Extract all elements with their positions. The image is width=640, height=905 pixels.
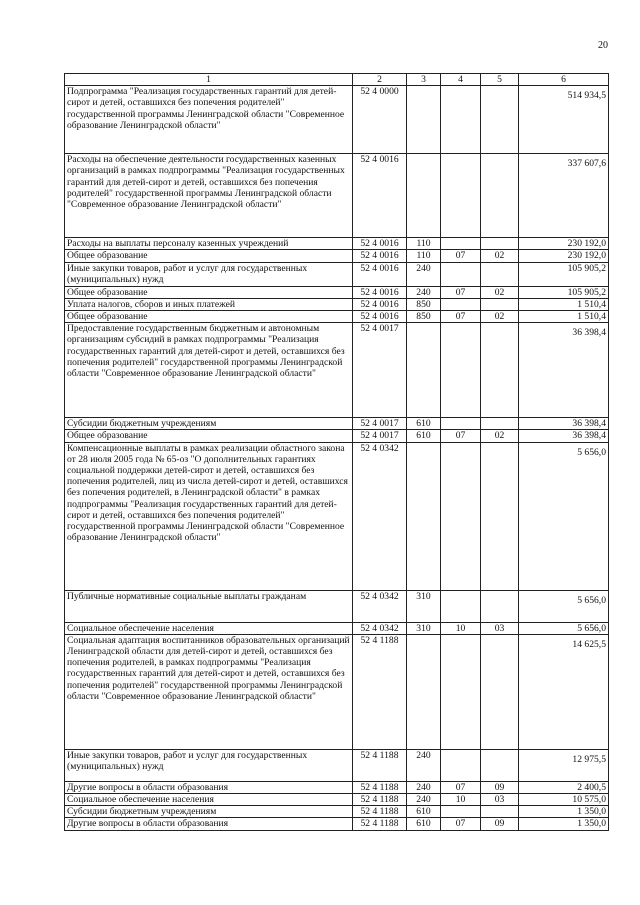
cell-vr: 240 — [407, 262, 441, 286]
cell-pr: 02 — [481, 430, 519, 442]
cell-sum: 1 510,4 — [519, 298, 609, 310]
cell-rz: 07 — [441, 311, 481, 323]
cell-rz: 07 — [441, 818, 481, 830]
cell-name: Субсидии бюджетным учреждениям — [65, 418, 353, 430]
cell-code: 52 4 0016 — [353, 286, 407, 298]
cell-code: 52 4 0017 — [353, 430, 407, 442]
cell-rz — [441, 262, 481, 286]
table-row — [65, 590, 609, 622]
cell-pr — [481, 634, 519, 749]
cell-sum: 5 656,0 — [519, 442, 609, 590]
cell-pr — [481, 154, 519, 238]
cell-name: Социальное обеспечение населения — [65, 622, 353, 634]
cell-sum: 14 625,5 — [519, 634, 609, 749]
cell-sum: 105 905,2 — [519, 262, 609, 286]
cell-vr: 850 — [407, 298, 441, 310]
cell-name: Публичные нормативные социальные выплаты гражданам — [65, 590, 353, 622]
cell-pr — [481, 442, 519, 590]
cell-vr — [407, 154, 441, 238]
cell-name: Предоставление государственным бюджетным и автономным организациям субсидий в рамках подпрограммы "Реализация государственных гарантий для детей-сирот и детей, оставшихся без попечения родителей" государственной программы Ленинградской области "Современное образование Ленинградской области" — [65, 323, 353, 418]
cell-rz — [441, 806, 481, 818]
cell-rz — [441, 442, 481, 590]
cell-name: Социальное обеспечение населения — [65, 794, 353, 806]
cell-rz: 07 — [441, 250, 481, 262]
cell-code: 52 4 0016 — [353, 154, 407, 238]
cell-sum: 230 192,0 — [519, 250, 609, 262]
cell-sum: 5 656,0 — [519, 590, 609, 622]
cell-vr: 240 — [407, 286, 441, 298]
cell-vr — [407, 634, 441, 749]
cell-rz: 07 — [441, 286, 481, 298]
table-row — [65, 442, 609, 590]
cell-vr: 610 — [407, 430, 441, 442]
cell-code: 52 4 1188 — [353, 806, 407, 818]
header-cell: 1 — [65, 74, 353, 86]
cell-pr — [481, 806, 519, 818]
cell-pr: 03 — [481, 794, 519, 806]
cell-pr — [481, 238, 519, 250]
cell-code: 52 4 0342 — [353, 590, 407, 622]
cell-vr: 240 — [407, 781, 441, 793]
cell-pr: 09 — [481, 781, 519, 793]
cell-code: 52 4 0016 — [353, 238, 407, 250]
cell-vr: 610 — [407, 806, 441, 818]
table-row — [65, 634, 609, 749]
cell-rz: 07 — [441, 430, 481, 442]
cell-code: 52 4 0342 — [353, 442, 407, 590]
table-row — [65, 781, 609, 793]
table-row — [65, 749, 609, 781]
cell-name: Общее образование — [65, 311, 353, 323]
cell-vr: 240 — [407, 749, 441, 781]
cell-vr: 850 — [407, 311, 441, 323]
table-row — [65, 262, 609, 286]
cell-pr — [481, 298, 519, 310]
cell-name: Другие вопросы в области образования — [65, 818, 353, 830]
page-number: 20 — [598, 40, 608, 51]
cell-name: Субсидии бюджетным учреждениям — [65, 806, 353, 818]
cell-code: 52 4 0016 — [353, 262, 407, 286]
cell-rz: 10 — [441, 794, 481, 806]
cell-sum: 1 350,0 — [519, 806, 609, 818]
cell-rz — [441, 154, 481, 238]
cell-code: 52 4 0017 — [353, 418, 407, 430]
cell-pr — [481, 262, 519, 286]
cell-pr — [481, 323, 519, 418]
cell-code: 52 4 0000 — [353, 86, 407, 154]
cell-rz — [441, 418, 481, 430]
cell-pr: 03 — [481, 622, 519, 634]
cell-sum: 36 398,4 — [519, 323, 609, 418]
cell-name: Иные закупки товаров, работ и услуг для государственных (муниципальных) нужд — [65, 749, 353, 781]
cell-vr — [407, 323, 441, 418]
cell-code: 52 4 1188 — [353, 749, 407, 781]
cell-vr: 240 — [407, 794, 441, 806]
table-row — [65, 238, 609, 250]
cell-name: Подпрограмма "Реализация государственных гарантий для детей-сирот и детей, оставшихся без попечения родителей" государственной программы Ленинградской области "Современное образование Ленинградской области" — [65, 86, 353, 154]
header-row — [65, 74, 609, 86]
cell-rz — [441, 323, 481, 418]
cell-name: Расходы на обеспечение деятельности государственных казенных организаций в рамках подпрограммы "Реализация государственных гарантий для детей-сирот и детей, оставшихся без попечения родителей" государственной программы Ленинградской области "Современное образование Ленинградской области" — [65, 154, 353, 238]
cell-name: Социальная адаптация воспитанников образовательных организаций Ленинградской области для детей-сирот и детей, оставшихся без попечения родителей, в рамках подпрограммы "Реализация государственных гарантий для детей-сирот и детей, оставшихся без попечения родителей" государственной программы Ленинградской области "Современное образование Ленинградской области" — [65, 634, 353, 749]
cell-sum: 5 656,0 — [519, 622, 609, 634]
table-row — [65, 286, 609, 298]
header-cell: 6 — [519, 74, 609, 86]
cell-name: Общее образование — [65, 286, 353, 298]
cell-sum: 36 398,4 — [519, 430, 609, 442]
cell-sum: 514 934,5 — [519, 86, 609, 154]
table-row — [65, 86, 609, 154]
cell-rz — [441, 298, 481, 310]
cell-rz — [441, 749, 481, 781]
cell-pr — [481, 749, 519, 781]
cell-pr: 09 — [481, 818, 519, 830]
cell-vr: 310 — [407, 622, 441, 634]
cell-rz — [441, 86, 481, 154]
cell-rz — [441, 238, 481, 250]
cell-name: Расходы на выплаты персоналу казенных учреждений — [65, 238, 353, 250]
cell-sum: 10 575,0 — [519, 794, 609, 806]
cell-sum: 1 350,0 — [519, 818, 609, 830]
header-cell: 2 — [353, 74, 407, 86]
table-row — [65, 418, 609, 430]
cell-code: 52 4 1188 — [353, 781, 407, 793]
table-row — [65, 806, 609, 818]
table-row — [65, 794, 609, 806]
header-cell: 3 — [407, 74, 441, 86]
table-row — [65, 298, 609, 310]
cell-sum: 12 975,5 — [519, 749, 609, 781]
cell-name: Компенсационные выплаты в рамках реализации областного закона от 28 июля 2005 года № 65-оз "О дополнительных гарантиях социальной поддержки детей-сирот и детей, оставшихся без попечения родителей, лиц из числа детей-сирот и детей, оставшихся без попечения родителей, в Ленинградской области" в рамках подпрограммы "Реализация государственных гарантий для детей-сирот и детей, оставшихся без попечения родителей" государственной программы Ленинградской области "Современное образование Ленинградской области" — [65, 442, 353, 590]
cell-rz — [441, 634, 481, 749]
cell-rz: 07 — [441, 781, 481, 793]
cell-rz: 10 — [441, 622, 481, 634]
table-row — [65, 622, 609, 634]
cell-pr — [481, 590, 519, 622]
cell-sum: 1 510,4 — [519, 311, 609, 323]
budget-table — [64, 73, 609, 831]
cell-pr — [481, 418, 519, 430]
cell-name: Общее образование — [65, 250, 353, 262]
cell-pr — [481, 86, 519, 154]
cell-code: 52 4 0017 — [353, 323, 407, 418]
cell-vr — [407, 442, 441, 590]
cell-code: 52 4 1188 — [353, 794, 407, 806]
cell-code: 52 4 0342 — [353, 622, 407, 634]
header-cell: 5 — [481, 74, 519, 86]
cell-vr: 610 — [407, 418, 441, 430]
cell-code: 52 4 0016 — [353, 250, 407, 262]
table-row — [65, 250, 609, 262]
cell-vr — [407, 86, 441, 154]
cell-rz — [441, 590, 481, 622]
cell-vr: 110 — [407, 250, 441, 262]
cell-sum: 2 400,5 — [519, 781, 609, 793]
table-row — [65, 818, 609, 830]
cell-vr: 310 — [407, 590, 441, 622]
cell-code: 52 4 1188 — [353, 818, 407, 830]
cell-sum: 337 607,6 — [519, 154, 609, 238]
table-row — [65, 430, 609, 442]
cell-vr: 610 — [407, 818, 441, 830]
cell-name: Иные закупки товаров, работ и услуг для государственных (муниципальных) нужд — [65, 262, 353, 286]
cell-name: Уплата налогов, сборов и иных платежей — [65, 298, 353, 310]
cell-code: 52 4 0016 — [353, 311, 407, 323]
cell-sum: 230 192,0 — [519, 238, 609, 250]
cell-pr: 02 — [481, 286, 519, 298]
table-row — [65, 323, 609, 418]
cell-sum: 105 905,2 — [519, 286, 609, 298]
cell-code: 52 4 1188 — [353, 634, 407, 749]
cell-vr: 110 — [407, 238, 441, 250]
header-cell: 4 — [441, 74, 481, 86]
cell-sum: 36 398,4 — [519, 418, 609, 430]
cell-name: Другие вопросы в области образования — [65, 781, 353, 793]
cell-name: Общее образование — [65, 430, 353, 442]
table-row — [65, 154, 609, 238]
cell-pr: 02 — [481, 250, 519, 262]
cell-code: 52 4 0016 — [353, 298, 407, 310]
table-row — [65, 311, 609, 323]
cell-pr: 02 — [481, 311, 519, 323]
